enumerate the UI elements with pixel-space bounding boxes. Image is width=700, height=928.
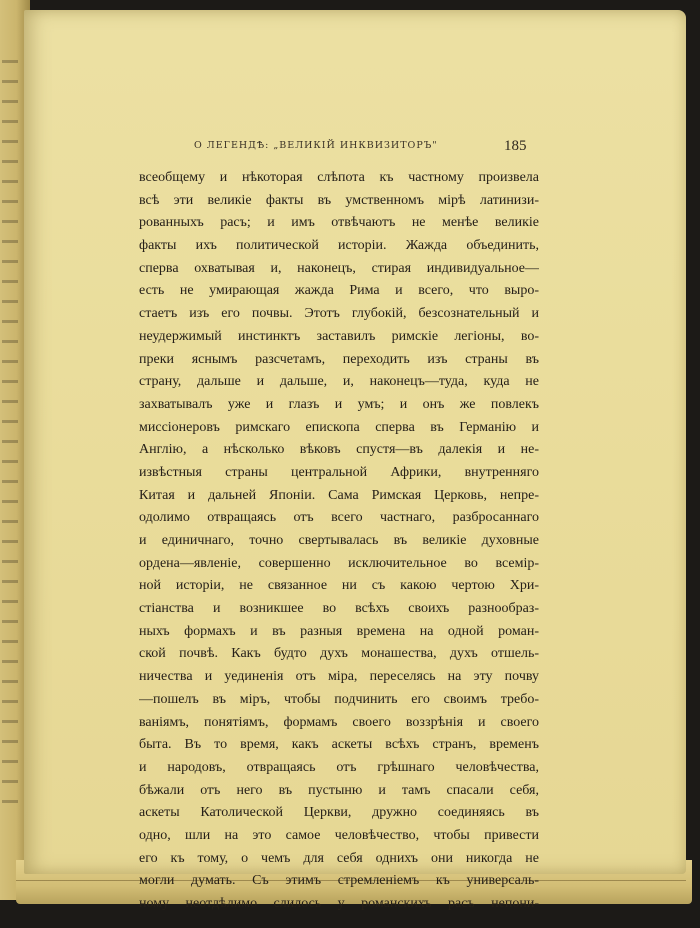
text-line: —пошелъ въ міръ, чтобы подчинить его своимъ требо-: [139, 691, 539, 707]
running-head: О ЛЕГЕНДѢ: „ВЕЛИКІЙ ИНКВИЗИТОРЪ": [194, 140, 438, 151]
text-line: неудержимый инстинктъ заставилъ римскіе легіоны, во-: [139, 328, 539, 344]
text-line: и единичнаго, точно свертывалась въ великіе духовные: [139, 533, 539, 548]
text-line: ничества и уединенія отъ міра, переселясь на эту почву: [139, 669, 539, 685]
text-line: быта. Въ то время, какъ аскеты всѣхъ странъ, временъ: [139, 737, 539, 753]
text-line: Китая и дальней Японіи. Сама Римская Церковь, непре-: [139, 487, 539, 503]
text-line: и народовъ, отвращаясь отъ грѣшнаго человѣчества,: [139, 759, 539, 775]
text-line: бѣжали отъ него въ пустыню и тамъ спасали себя,: [139, 782, 539, 798]
text-line: одолимо отвращаясь отъ всего частнаго, разбросаннаго: [139, 510, 539, 526]
text-line: его къ тому, о чемъ для себя однихъ они никогда не: [139, 850, 539, 866]
text-line: Англію, а нѣсколько вѣковъ спустя—въ далекія и не-: [139, 442, 539, 458]
text-line: страну, дальше и дальше, и, наконецъ—туда, куда не: [139, 374, 539, 390]
text-line: факты ихъ политической исторіи. Жажда объединить,: [139, 238, 539, 254]
text-line: ному неотдѣлимо слилось у романскихъ расъ непони-: [139, 896, 539, 911]
text-line: захватывалъ уже и глазъ и умъ; и онъ же повлекъ: [139, 396, 539, 412]
text-line: ной исторіи, не связанное ни съ какою чертою Хри-: [139, 578, 539, 594]
text-line: стаетъ изъ его почвы. Этотъ глубокій, безсознательный и: [139, 306, 539, 322]
text-line: преки яснымъ разсчетамъ, переходить изъ страны въ: [139, 351, 539, 367]
text-line: стіанства и возникшее во всѣхъ своихъ разнообраз-: [139, 601, 539, 617]
text-line: одно, шли на это самое человѣчество, чтобы привести: [139, 827, 539, 843]
text-line: рованныхъ расъ; и имъ отвѣчаютъ не менѣе великіе: [139, 215, 539, 231]
text-line: могли думать. Съ этимъ стремленіемъ къ универсаль-: [139, 873, 539, 889]
text-line: всѣ эти великіе факты въ умственномъ мірѣ латинизи-: [139, 192, 539, 208]
text-line: ныхъ формахъ и въ разныя времена на одной роман-: [139, 623, 539, 639]
book-page: [24, 10, 686, 911]
left-page-text-fragments: [2, 60, 18, 820]
text-line: всеобщему и нѣкоторая слѣпота къ частному произвела: [139, 170, 539, 185]
text-line: ваніямъ, понятіямъ, формамъ своего воззрѣнія и своего: [139, 714, 539, 730]
text-line: миссіонеровъ римскаго епископа сперва въ Германію и: [139, 419, 539, 435]
body-text: [139, 167, 539, 916]
text-line: есть не умирающая жажда Рима и всего, что выро-: [139, 283, 539, 299]
text-line: ской почвѣ. Какъ будто духъ монашества, духъ отшель-: [139, 646, 539, 662]
text-line: сперва охватывая и, наконецъ, стирая индивидуальное—: [139, 260, 539, 276]
text-line: аскеты Католической Церкви, дружно соединяясь въ: [139, 805, 539, 821]
page-number: 185: [504, 138, 527, 154]
text-line: ордена—явленіе, совершенно исключительное во всемір-: [139, 555, 539, 571]
text-line: извѣстныя страны центральной Африки, внутренняго: [139, 464, 539, 480]
